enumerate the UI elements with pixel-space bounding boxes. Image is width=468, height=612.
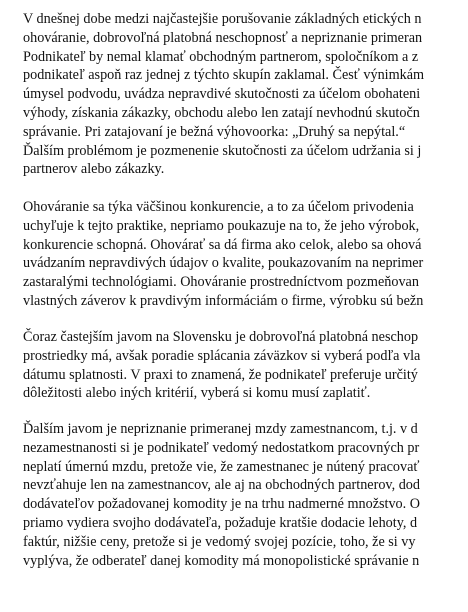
text-line: dodávateľov požadovanej komodity je na trhu nadmerné množstvo. O: [23, 496, 420, 513]
text-line: vlastných záverov k pravdivým informáciám o firme, výrobku sú bežn: [23, 292, 424, 309]
paragraph-defamation: [23, 198, 423, 311]
text-line: prostriedky má, avšak poradie splácania záväzkov si vyberá podľa vla: [23, 347, 421, 364]
text-line: Podnikateľ by nemal klamať obchodným partnerom, spoločníkom a z: [23, 48, 419, 65]
text-line: uchyľuje k tejto praktike, nepriamo poukazuje na to, že jeho výrobok,: [23, 217, 420, 234]
text-line: nevzťahuje len na zamestnancov, ale aj na obchodných partnerov, dod: [23, 477, 420, 494]
text-line: Ďalším javom je nepriznanie primeranej mzdy zamestnancom, t.j. v d: [23, 421, 418, 437]
text-line: faktúr, nižšie ceny, pretože si je vedomý svojej pozície, toho, že si vy: [23, 533, 416, 550]
text-line: úmysel podvodu, uvádza nepravdivé skutočnosti za účelom obohateni: [23, 86, 421, 103]
text-line: uvádzaním nepravdivých údajov o kvalite, poukazovaním na neprimer: [23, 255, 424, 272]
paragraph-payment-insolvency: [23, 328, 420, 403]
text-line: konkurencie schopná. Ohovárať sa dá firma ako celok, alebo sa ohová: [23, 236, 422, 253]
text-line: dôležitosti alebo iných kritérií, vyberá si komu musí zaplatiť.: [23, 385, 371, 402]
text-line: podnikateľ aspoň raz jednej z týchto skupín zaklamal. Česť výnimkám: [23, 67, 425, 84]
paragraph-wages: [23, 420, 420, 570]
text-line: V dnešnej dobe medzi najčastejšie porušovanie základných etických n: [23, 11, 422, 27]
text-line: Ďalším problémom je pozmenenie skutočnosti za účelom udržania si j: [23, 142, 422, 159]
text-line: výhody, získania zákazky, obchodu alebo len zatají nevhodnú skutočn: [23, 104, 420, 121]
paragraph-unethical-practices: [23, 10, 424, 179]
text-line: zastaralými technológiami. Ohováranie prostredníctvom pozmeňovan: [23, 274, 419, 291]
text-line: vyplýva, že odberateľ danej komodity má monopolistické správanie n: [23, 552, 420, 569]
text-line: správanie. Pri zatajovaní je bežná výhovoorka: „Druhý sa nepýtal.“: [23, 123, 406, 140]
text-line: partnerov alebo zákazky.: [23, 161, 165, 178]
text-line: dátumu splatnosti. V praxi to znamená, že podnikateľ preferuje určitý: [23, 366, 418, 383]
text-line: Čoraz častejším javom na Slovensku je dobrovoľná platobná neschop: [23, 329, 419, 345]
text-line: nezamestnanosti si je podnikateľ vedomý nedostatkom pracovných pr: [23, 439, 420, 456]
text-line: ohováranie, dobrovoľná platobná neschopnosť a nepriznanie primeran: [23, 29, 423, 46]
text-line: neplatí úmernú mzdu, pretože vie, že zamestnanec je nútený pracovať: [23, 458, 420, 475]
text-line: priamo vydiera svojho dodávateľa, požaduje kratšie dodacie lehoty, d: [23, 514, 418, 531]
text-line: Ohováranie sa týka väčšinou konkurencie, a to za účelom privodenia: [23, 199, 414, 215]
